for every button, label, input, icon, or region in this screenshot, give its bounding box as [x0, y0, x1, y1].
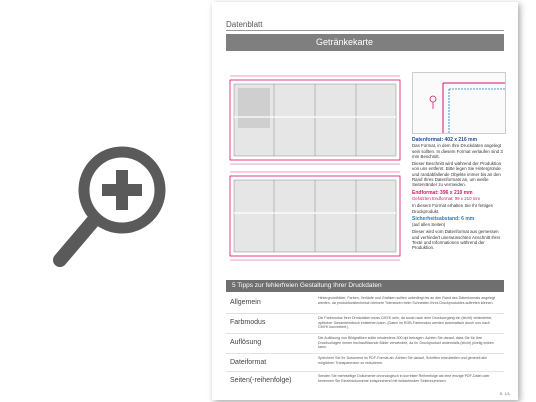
tip-row — [226, 354, 504, 372]
section-label: Datenblatt — [226, 20, 263, 29]
safety-text: Dieser wird vom Datenformat aus gemessen und verhindert unerwünschten Anschnitt Ihrer Texte und Informationen während der Produktion. — [412, 229, 501, 251]
safety-sub: (auf allen Seiten) — [412, 222, 446, 228]
tips-title: 5 Tipps zur fehlerfreien Gestaltung Ihrer Druckdaten — [232, 282, 382, 289]
safety-heading: Sicherheitsabstand: 6 mm — [412, 215, 475, 222]
title-bar — [226, 34, 504, 51]
corner-detail-diagram — [412, 72, 506, 134]
format-text: Das Format, in dem Ihre Druckdaten angelegt sein sollten. In diesem Format verlaufen sind 3 mm Beschnitt. — [412, 143, 503, 159]
divider — [226, 30, 504, 31]
tip-row — [226, 294, 504, 314]
tips-header — [226, 280, 504, 292]
end-format-heading: Endformat: 396 x 210 mm — [412, 189, 473, 196]
tip-label: Auflösung — [230, 339, 262, 346]
tip-text: Hintergrundbilder, Farben, Verläufe und Grafiken sollten unbedingt bis an den Rand des Datenformats angelegt werden, da produktionstechnisch kleinere Toleranzen beim Schneiden Ihres Druckproduktes auftreten können. — [318, 296, 496, 305]
end-format-text: In diesem Format erhalten Sie Ihr fertiges Druckprodukt. — [412, 203, 493, 214]
zoom-in-icon[interactable] — [50, 140, 170, 270]
tip-text: Die Auflösung von Bildgrafiken sollte mindestens 300 dpi betragen. Achten Sie darauf, dass Sie für Ihre Druckvorlagen immer hochauflösende Bilder verwenden, da Ihr Druckprodukt andernfalls (leicht) pixelig wirken kann. — [318, 336, 494, 350]
tip-text: Die Farbmodus Ihrer Druckdaten muss CMYK sein, da sonst nach dem Druckvorgang ein (leicht) veränderter, optischer Gesamteindruck entstehen kann. (Daten im RGB-Farbmodus werden automatisch durch uns nach CMYK konvertiert.) — [318, 316, 493, 330]
datasheet-page — [212, 2, 518, 400]
tip-text: Speichern Sie Ihr Dokument im PDF-Format ab. Achten Sie darauf, Schriften einzubetten und generell alle möglichen Transparenzen zu reduzieren. — [318, 356, 487, 365]
tip-label: Dateiformat — [230, 359, 267, 366]
tip-row — [226, 372, 504, 389]
page-number: S. 1/1 — [499, 391, 510, 396]
tip-label: Seiten(-reihenfolge) — [230, 377, 292, 384]
tip-label: Farbmodus — [230, 319, 266, 326]
end-format-sub: Gefalzten Endformat: 99 x 210 mm — [412, 195, 481, 201]
format-heading: Datenformat: 402 x 216 mm — [412, 137, 478, 143]
tip-text: Senden Sie mehrseitige Dokumente chronologisch in korrekter Reihenfolge als eine einzige PDF-Datei oder benennen Sie Einzeldokumente entsprechend mit fortlaufenden Seitennummern. — [318, 374, 490, 383]
format-note: Dieser Beschnitt wird während der Produktion von uns entfernt. Bitte legen Sie Hintergründe und randabfallende Objekte immer bis an den Rand Ihres Datenformats an, um weiße Seitenränder zu vermeiden. — [412, 161, 502, 188]
tip-row — [226, 314, 504, 334]
layout-drawing — [226, 72, 404, 262]
document-title: Getränkekarte — [316, 37, 374, 47]
tip-label: Allgemein — [230, 299, 261, 306]
tip-row — [226, 334, 504, 354]
format-info — [412, 135, 504, 265]
